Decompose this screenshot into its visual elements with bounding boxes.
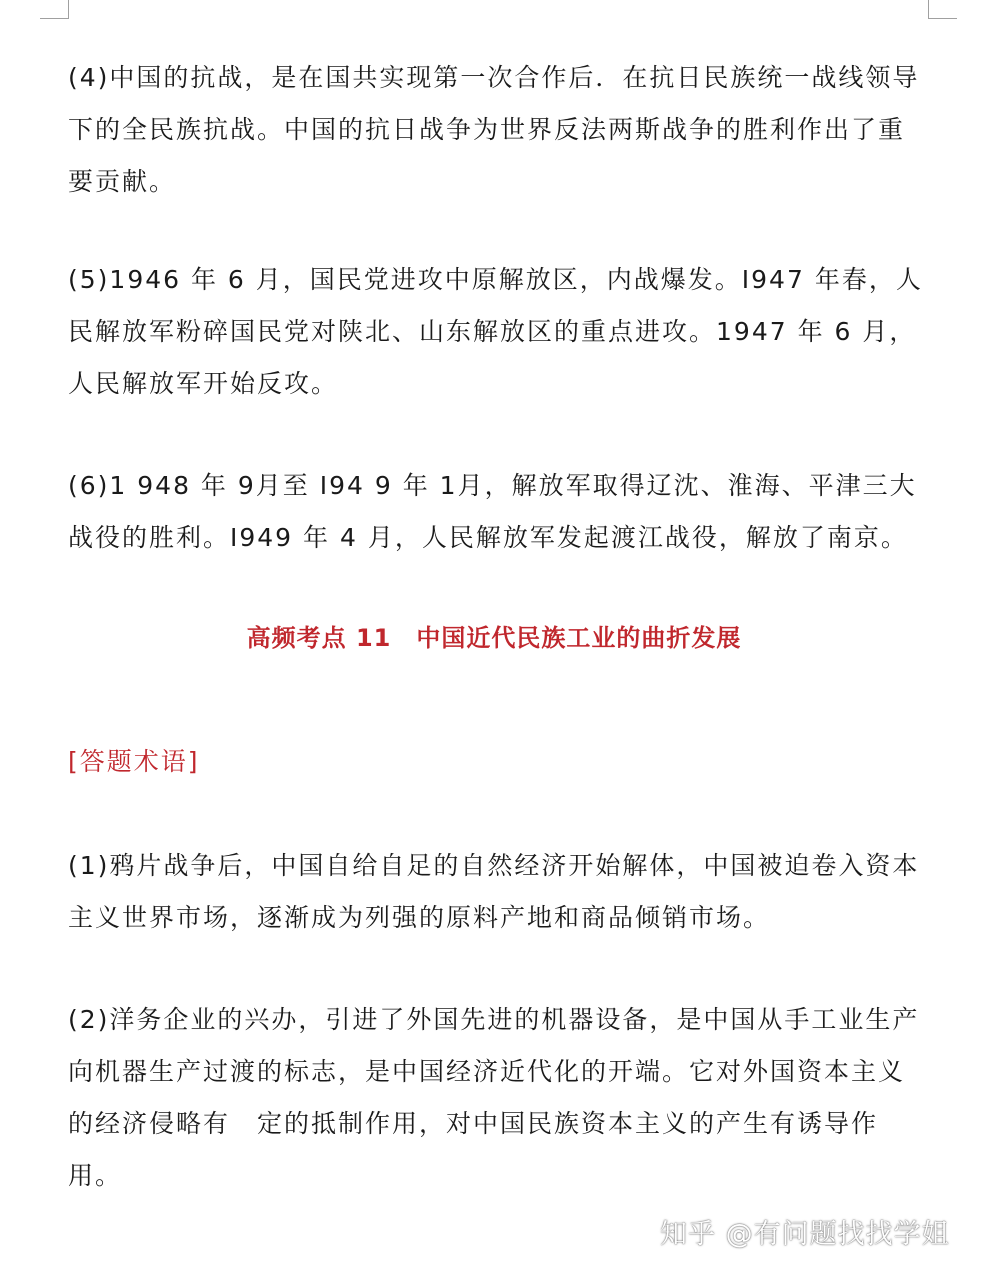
paragraph-2: (2)洋务企业的兴办，引进了外国先进的机器设备，是中国从手工业生产向机器生产过渡的标志，是中国经济近代化的开端。它对外国资本主义的经济侵略有 定的抵制作用，对中国民族资本主义的产生有诱导作用。 (68, 1005, 920, 1190)
paragraph-4: (4)中国的抗战，是在国共实现第一次合作后．在抗日民族统一战线领导下的全民族抗战。中国的抗日战争为世界反法两斯战争的胜利作出了重要贡献。 (68, 63, 920, 196)
page-corner-mark-top-left (40, 0, 69, 19)
section-heading: 高频考点 11 中国近代民族工业的曲折发展 (246, 624, 742, 652)
paragraph-5: (5)1946 年 6 月，国民党进攻中原解放区，内战爆发。I947 年春，人民解放军粉碎国民党对陕北、山东解放区的重点进攻。1947 年 6 月，人民解放军开始反攻。 (68, 265, 923, 398)
paragraph-6: (6)1 948 年 9月至 I94 9 年 1月，解放军取得辽沈、淮海、平津三大战役的胜利。I949 年 4 月，人民解放军发起渡江战役，解放了南京。 (68, 471, 917, 552)
page-corner-mark-top-right (928, 0, 957, 19)
answer-terms-label: [答题术语] (68, 747, 200, 776)
zhihu-watermark: 知乎 @有问题找找学姐 (660, 1219, 950, 1250)
paragraph-1: (1)鸦片战争后，中国自给自足的自然经济开始解体，中国被迫卷入资本主义世界市场，逐渐成为列强的原料产地和商品倾销市场。 (68, 851, 920, 932)
